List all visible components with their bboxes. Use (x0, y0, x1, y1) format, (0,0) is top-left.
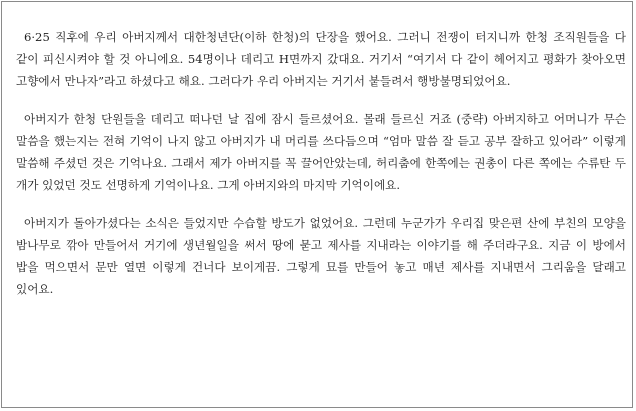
paragraph-2: 아버지가 한청 단원들을 데리고 떠나던 날 집에 잠시 들르셨어요. 몰래 들르신 거죠 (중략) 아버지하고 어머니가 무슨 말씀을 했는지는 전혀 기억이 나지 않고 아버지가 내 머리를 쓰다듬으며 “엄마 말씀 잘 듣고 공부 잘하고 있어라” 이렇게 말씀해 주셨던 것은 기억나요. 그래서 제가 아버지를 꼭 끌어안았는데, 허리춤에 한쪽에는 권총이 다른 쪽에는 수류탄 두 개가 있었던 것도 선명하게 기억이나요. 그게 아버지와의 마지막 기억이에요. (16, 112, 626, 192)
document-frame (1, 1, 633, 408)
paragraph-1: 6·25 직후에 우리 아버지께서 대한청년단(이하 한청)의 단장을 했어요. 그러니 전쟁이 터지니까 한청 조직원들을 다 같이 피신시켜야 할 것 아니에요. 54명이나 데리고 H면까지 갔대요. 거기서 “여기서 다 같이 헤어지고 평화가 찾아오면 고향에서 만나자”라고 하셨다고 해요. 그러다가 우리 아버지는 거기서 붙들려서 행방불명되었어요. (16, 30, 626, 88)
document-body (16, 26, 626, 300)
paragraph-3: 아버지가 돌아가셨다는 소식은 들었지만 수습할 방도가 없었어요. 그런데 누군가가 우리집 맞은편 산에 부친의 모양을 밤나무로 깎아 만들어서 거기에 생년월일을 써서 땅에 묻고 제사를 지내라는 이야기를 해 주더라구요. 지금 이 방에서 밥을 먹으면서 문만 열면 이렇게 건너다 보이게끔. 그렇게 묘를 만들어 놓고 매년 제사를 지내면서 그리움을 달래고 있어요. (16, 216, 626, 296)
